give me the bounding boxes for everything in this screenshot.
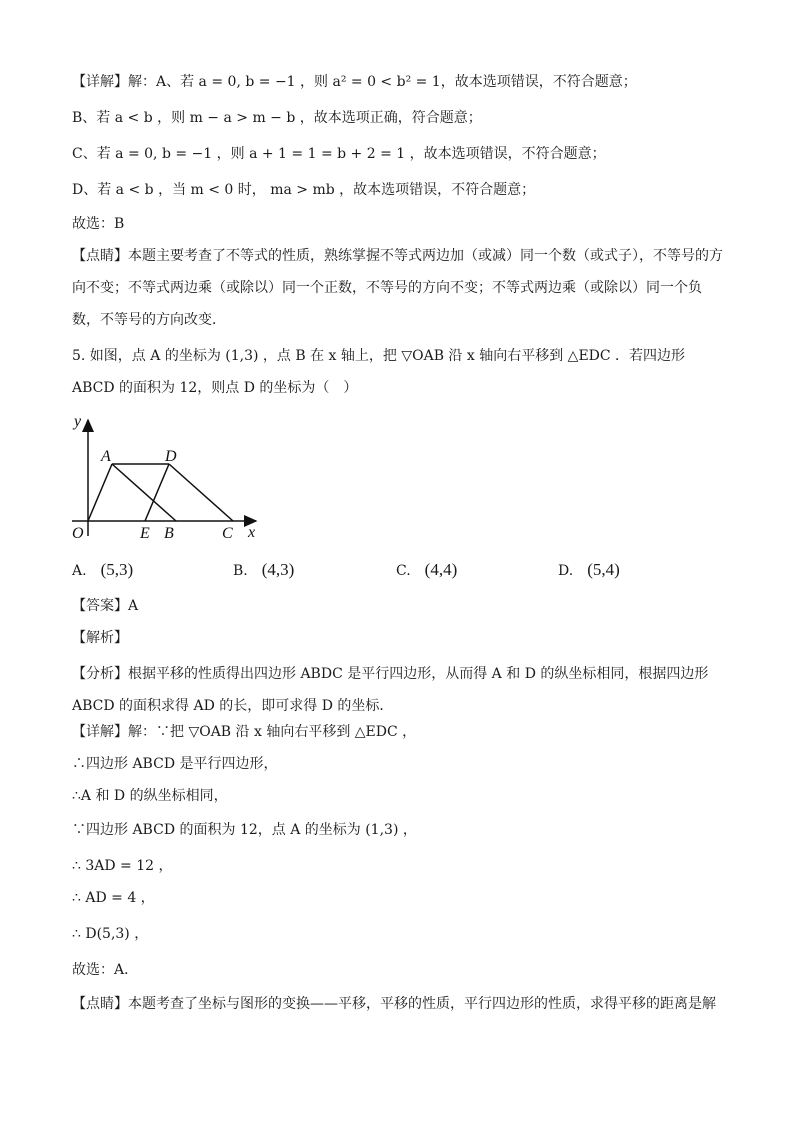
option-a-value: (5,3): [100, 560, 134, 579]
option-a[interactable]: [72, 560, 133, 580]
detail-line-d: D、若 a < b ，当 m < 0 时， ma > mb ，故本选项错误，不符合题意；: [72, 182, 536, 198]
choice-line-1: 故选：B: [72, 216, 125, 232]
remark-paragraph-1: 【点睛】本题主要考查了不等式的性质，熟练掌握不等式两边加（或减）同一个数（或式子），不等号的方向不变；不等式两边乘（或除以）同一个正数，不等号的方向不变；不等式两边乘（或除以）同一个负数，不等号的方向改变．: [72, 248, 723, 328]
option-c-letter: C.: [396, 563, 411, 579]
detail-step-3: ∴A 和 D 的纵坐标相同，: [72, 788, 228, 804]
option-b[interactable]: [233, 560, 294, 580]
segment-oa: [88, 464, 112, 521]
segment-ab: [112, 464, 176, 521]
answer-label: 【答案】A: [72, 598, 139, 614]
option-d-letter: D.: [558, 563, 574, 579]
label-y: y: [74, 413, 82, 430]
option-d[interactable]: [558, 560, 620, 580]
detail-step-1: 【详解】解：∵把 ▽OAB 沿 x 轴向右平移到 △EDC ，: [72, 724, 417, 740]
detail-step-7: ∴ D(5,3) ，: [72, 926, 149, 942]
choice-line-2: 故选：A．: [72, 962, 139, 978]
label-a: A: [101, 448, 111, 465]
detail-step-6: ∴ AD = 4 ，: [72, 890, 155, 906]
detail-step-2: ∴四边形 ABCD 是平行四边形，: [72, 756, 278, 772]
detail-line-a: 【详解】解：A、若 a = 0, b = −1 ，则 a² = 0 < b² = 1，故本选项错误，不符合题意；: [72, 74, 637, 90]
analysis-paragraph: 【分析】根据平移的性质得出四边形 ABDC 是平行四边形，从而得 A 和 D 的纵坐标相同，根据四边形 ABCD 的面积求得 AD 的长，即可求得 D 的坐标．: [72, 666, 709, 714]
detail-line-c: C、若 a = 0, b = −1 ，则 a + 1 = 1 = b + 2 = 1 ，故本选项错误，不符合题意；: [72, 146, 606, 162]
option-d-value: (5,4): [587, 560, 620, 579]
label-d: D: [165, 448, 177, 465]
remark-paragraph-2: 【点睛】本题考查了坐标与图形的变换——平移，平移的性质，平行四边形的性质，求得平移的距离是解: [72, 996, 716, 1012]
detail-line-b: B、若 a < b ，则 m − a > m − b ，故本选项正确，符合题意；: [72, 110, 482, 126]
label-c: C: [222, 525, 233, 542]
coordinate-figure: [68, 408, 268, 548]
segment-dc: [169, 464, 233, 521]
question-5-stem: 5. 如图，点 A 的坐标为 (1,3) ，点 B 在 x 轴上，把 ▽OAB 沿 x 轴向右平移到 △EDC ．若四边形 ABCD 的面积为 12，则点 D 的坐标为（ ）: [72, 348, 686, 396]
detail-step-5: ∴ 3AD = 12 ，: [72, 858, 173, 874]
detail-step-4: ∵四边形 ABCD 的面积为 12，点 A 的坐标为 (1,3) ，: [72, 822, 417, 838]
label-x: x: [248, 524, 256, 541]
label-b: B: [164, 525, 174, 542]
option-c-value: (4,4): [424, 560, 458, 579]
option-c[interactable]: [396, 560, 457, 580]
label-o: O: [72, 525, 84, 542]
option-a-letter: A.: [72, 563, 87, 579]
label-e: E: [140, 525, 150, 542]
analysis-label: 【解析】: [72, 630, 128, 646]
option-b-value: (4,3): [261, 560, 295, 579]
option-b-letter: B.: [233, 563, 248, 579]
